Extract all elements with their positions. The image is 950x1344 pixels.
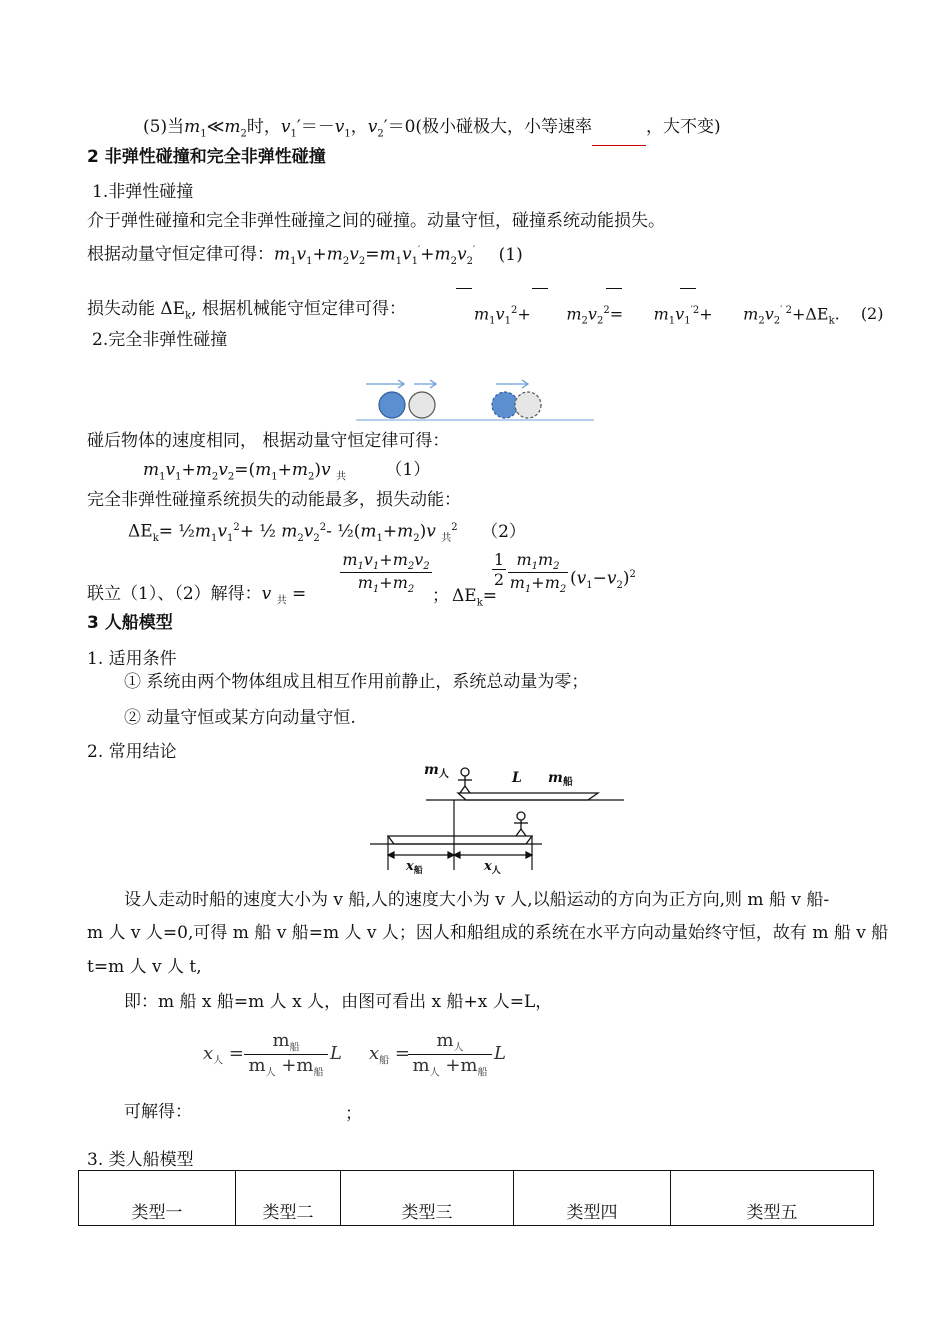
ball-blue bbox=[379, 392, 405, 418]
half-bar bbox=[532, 288, 548, 289]
common-momentum-eq: $m_1v_1+m_2v_2=(m_1+m_2)v$ $_共$ （1） bbox=[143, 460, 431, 483]
fig-L: L bbox=[512, 770, 522, 786]
half-bar bbox=[680, 288, 696, 289]
answer-blank[interactable] bbox=[592, 127, 646, 146]
half-bar bbox=[606, 288, 622, 289]
condition-1: ① 系统由两个物体组成且相互作用前静止，系统总动量为零； bbox=[124, 672, 589, 692]
L-symbol: L bbox=[330, 1043, 342, 1064]
x-person-lhs: $x_人$ = bbox=[203, 1043, 244, 1067]
reduced-mass-fraction: $\frac{m_1m_2}{m_1+m_2}$ bbox=[509, 550, 567, 596]
fig-x-person: $x_人$ bbox=[484, 859, 501, 874]
inelastic-description: 介于弹性碰撞和完全非弹性碰撞之间的碰撞。动量守恒，碰撞系统动能损失。 bbox=[87, 211, 665, 231]
conditions-title: 1. 适用条件 bbox=[87, 649, 177, 669]
table-cell: 类型一 bbox=[79, 1171, 236, 1226]
collision-figure bbox=[352, 372, 598, 424]
table-row bbox=[79, 1171, 874, 1226]
solve-semicolon: ； bbox=[345, 1104, 362, 1124]
fig-m-person: $m_人$ bbox=[424, 762, 449, 780]
x-boat-lhs: $x_船$ = bbox=[369, 1043, 410, 1067]
table-cell: 类型四 bbox=[514, 1171, 671, 1226]
half-bar bbox=[456, 288, 472, 289]
energy-equation-line: 损失动能 $\Delta E_k$, 根据机械能守恒定律可得： bbox=[87, 299, 406, 322]
model-types-table bbox=[78, 1170, 874, 1226]
boat-bottom bbox=[388, 836, 532, 844]
perfect-inelastic-title: 2.完全非弹性碰撞 bbox=[92, 330, 228, 350]
ball-gray bbox=[409, 392, 435, 418]
inelastic-title: 1.非弹性碰撞 bbox=[92, 182, 194, 202]
dEk-label: $\Delta E_k=$ bbox=[452, 586, 497, 609]
momentum-equation-line: 根据动量守恒定律可得：$m_1v_1+m_2v_2=m_1v_1'+m_2v_2'$ (1) bbox=[87, 244, 523, 268]
energy-equation: $m_1v_1^2+$ $m_2v_2^2=$ $m_1v_1^{'2}+$ $m_2v_2^{' 2}+\Delta E_k$. (2) bbox=[474, 304, 884, 327]
conclusion-para-1a: 设人走动时船的速度大小为 v 船,人的速度大小为 v 人,以船运动的方向为正方向,则 m 船 v 船- bbox=[124, 890, 830, 910]
section-3-title: 3 人船模型 bbox=[87, 613, 173, 633]
table-cell: 类型三 bbox=[341, 1171, 514, 1226]
x-boat-fraction: $m_人$ $m_人 +m_船$ bbox=[408, 1030, 492, 1078]
boat-top bbox=[458, 793, 598, 800]
x-person-fraction: $m_船$ $m_人 +m_船$ bbox=[244, 1030, 328, 1078]
person-icon bbox=[458, 768, 472, 793]
table-cell: 类型二 bbox=[236, 1171, 341, 1226]
table-cell: 类型五 bbox=[671, 1171, 874, 1226]
conclusion-para-1b: m 人 v 人=0,可得 m 船 v 船=m 人 v 人；因人和船组成的系统在水平方向动量始终守恒，故有 m 船 v 船 bbox=[87, 923, 889, 943]
section-2-title: 2 非弹性碰撞和完全非弹性碰撞 bbox=[87, 147, 326, 167]
conclusion-para-2: 即：m 船 x 船=m 人 x 人，由图可看出 x 船+x 人=L， bbox=[124, 992, 553, 1012]
half-fraction: $\frac{1}{2}$ bbox=[493, 550, 505, 589]
ball-gray-after bbox=[515, 392, 541, 418]
after-collision-line: 碰后物体的速度相同， 根据动量守恒定律可得： bbox=[87, 431, 450, 451]
analog-title: 3. 类人船模型 bbox=[87, 1150, 194, 1170]
ball-blue-after bbox=[492, 392, 518, 418]
fig-x-boat: $x_船$ bbox=[406, 859, 423, 874]
solve-label: 可解得： bbox=[124, 1102, 192, 1122]
case5-line: (5)当$m_1≪m_2$时，$v_1'=-v_1$，$v_2'=0$(极小碰极大，小等速率 ，大不变) bbox=[143, 115, 721, 146]
person-icon bbox=[514, 812, 528, 836]
velocity-diff-squared: $(v_1-v_2)^2$ bbox=[570, 568, 636, 592]
conclusion-para-1c: t=m 人 v 人 t, bbox=[87, 957, 202, 977]
conclusion-title: 2. 常用结论 bbox=[87, 742, 177, 762]
semicolon: ； bbox=[432, 586, 449, 606]
v-common-fraction: $\frac{m_1v_1+m_2v_2}{m_1+m_2}$ bbox=[340, 550, 432, 595]
L-symbol: L bbox=[494, 1043, 506, 1064]
person-boat-figure bbox=[366, 758, 630, 874]
solve-line: 联立（1）、（2）解得：v $_共$ = bbox=[87, 584, 307, 607]
energy-loss-eq: $\Delta E_k=$ $\frac{1}{2}m_1v_1^2+$ ½ $m_2v_2^2-$ $\frac{1}{2}(m_1+m_2)v$ $_共^2$ （2） bbox=[128, 521, 526, 545]
fig-m-boat: $m_船$ bbox=[548, 770, 573, 788]
max-loss-line: 完全非弹性碰撞系统损失的动能最多，损失动能： bbox=[87, 490, 461, 510]
condition-2: ② 动量守恒或某方向动量守恒. bbox=[124, 708, 356, 728]
